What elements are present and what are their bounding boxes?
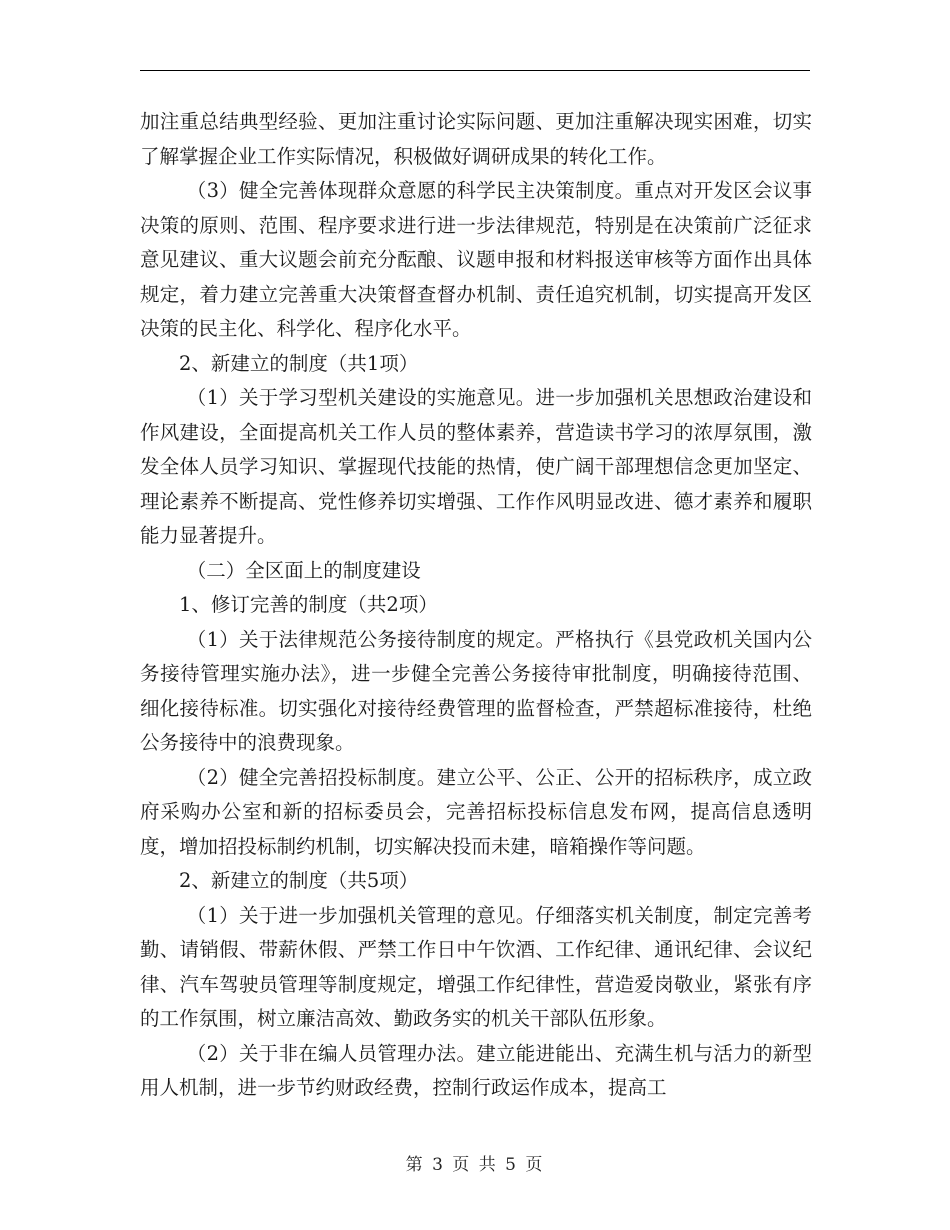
paragraph-item-3-decision-system: （3）健全完善体现群众意愿的科学民主决策制度。重点对开发区会议事决策的原则、范围、程序要求进行进一步法律规范，特别是在决策前广泛征求意见建议、重大议题会前充分酝酿、议题申报和材料报送审核等方面作出具体规定，着力建立完善重大决策督查督办机制、责任追究机制，切实提高开发区决策的民主化、科学化、程序化水平。	[140, 179, 812, 340]
header-rule	[140, 70, 810, 71]
paragraph-bidding-system: （2）健全完善招投标制度。建立公平、公正、公开的招标秩序，成立政府采购办公室和新的招标委员会，完善招标投标信息发布网，提高信息透明度，增加招投标制约机制，切实解决投而未建，暗箱操作等问题。	[140, 765, 812, 858]
paragraph-agency-management: （1）关于进一步加强机关管理的意见。仔细落实机关制度，制定完善考勤、请销假、带薪休假、严禁工作日中午饮酒、工作纪律、通讯纪律、会议纪律、汽车驾驶员管理等制度规定，增强工作纪律性，营造爱岗敬业，紧张有序的工作氛围，树立廉洁高效、勤政务实的机关干部队伍形象。	[140, 903, 812, 1030]
subheading-new-systems-5: 2、新建立的制度（共5项）	[179, 869, 419, 892]
page-number-footer: 第 3 页 共 5 页	[405, 1155, 545, 1175]
paragraph-non-staff-management: （2）关于非在编人员管理办法。建立能进能出、充满生机与活力的新型用人机制，进一步节约财政经费，控制行政运作成本，提高工	[140, 1041, 812, 1099]
subheading-revised-systems: 1、修订完善的制度（共2项）	[179, 593, 438, 616]
paragraph-continuation: 加注重总结典型经验、更加注重讨论实际问题、更加注重解决现实困难，切实了解掌握企业工作实际情况，积极做好调研成果的转化工作。	[140, 110, 812, 168]
paragraph-learning-organization: （1）关于学习型机关建设的实施意见。进一步加强机关思想政治建设和作风建设，全面提高机关工作人员的整体素养，营造读书学习的浓厚氛围，激发全体人员学习知识、掌握现代技能的热情，使广阔干部理想信念更加坚定、理论素养不断提高、党性修养切实增强、工作作风明显改进、德才素养和履职能力显著提升。	[140, 386, 812, 547]
paragraph-reception-regulation: （1）关于法律规范公务接待制度的规定。严格执行《县党政机关国内公务接待管理实施办法》，进一步健全完善公务接待审批制度，明确接待范围、细化接待标准。切实强化对接待经费管理的监督检查，严禁超标准接待，杜绝公务接待中的浪费现象。	[140, 627, 812, 754]
subheading-new-systems-1: 2、新建立的制度（共1项）	[179, 351, 419, 375]
section-heading-district-systems: （二）全区面上的制度建设	[186, 558, 421, 582]
document-body	[140, 105, 812, 1106]
